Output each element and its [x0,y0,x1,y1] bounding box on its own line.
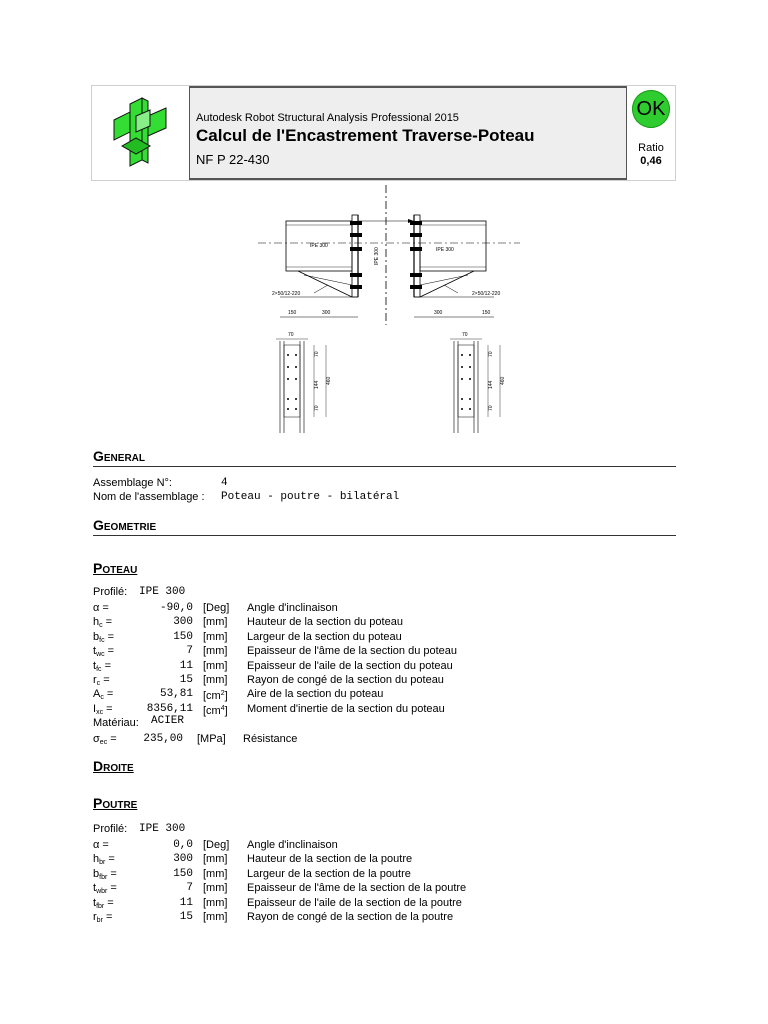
poteau-symbol: $r_c$ = [93,674,110,687]
poutre-unit: [mm] [203,882,228,895]
poutre-description: Rayon de congé de la section de la poutre [247,911,454,923]
resistance-value: 235,00 [143,733,183,745]
plate-height-right: 460 [500,376,506,385]
poteau-description: Epaisseur de l'aile de la section du poteau [247,659,453,672]
connection-drawing [258,185,520,435]
assembly-number-label: Assemblage N°: [93,477,172,489]
poteau-description: Moment d'inertie de la section du poteau [247,702,445,715]
poutre-unit: [mm] [203,853,228,866]
poteau-symbol: $I_{xc}$ = [93,702,113,716]
report-header [91,85,676,181]
poutre-value: 150 [173,867,193,880]
poteau-description: Angle d'inclinaison [247,602,338,614]
app-name: Autodesk Robot Structural Analysis Professional 2015 [196,112,459,124]
poteau-value: 150 [173,630,193,643]
poteau-unit: $[cm^2]$ [203,690,228,703]
poutre-value: 11 [179,896,193,909]
ok-status-badge: OK [632,90,670,128]
poteau-value: 11 [179,659,193,672]
poutre-symbol: $t_{wbr}$ = [93,882,117,896]
bolt-spacing-right-1: 70 [488,351,494,357]
poutre-symbol: $b_{fbr}$ = [93,867,117,881]
poutre-symbol: $h_{br}$ = [93,853,115,867]
poteau-profile-label: Profilé: [93,586,128,598]
poteau-unit: [mm] [203,630,228,643]
geometrie-rule [93,535,676,536]
bolt-spacing-left-3: 70 [314,405,320,411]
poteau-description: Rayon de congé de la section du poteau [247,674,444,686]
poutre-unit: [Deg] [203,839,230,851]
poteau-value: 53,81 [159,688,193,701]
poutre-symbol: α = [93,839,109,851]
general-heading: General [93,448,146,464]
poutre-unit: [mm] [203,911,228,923]
poteau-unit: [mm] [203,616,228,629]
report-title: Calcul de l'Encastrement Traverse-Poteau [196,126,535,145]
beam-left-label: IPE 300 [310,243,328,249]
poteau-unit: [mm] [203,659,228,672]
poteau-description: Largeur de la section du poteau [247,630,402,643]
dim-left-2: 300 [322,310,331,316]
resistance-unit: [MPa] [197,733,226,745]
plate-elevation-left [276,332,332,433]
poteau-material-value: ACIER [151,715,185,727]
assembly-number-value: 4 [221,477,228,489]
poutre-unit: [mm] [203,896,228,909]
poteau-profile-value: IPE 300 [139,586,186,598]
poteau-material-label: Matériau: [93,717,139,729]
poutre-heading: Poutre [93,795,138,811]
beam-right-label: IPE 300 [436,247,454,253]
poteau-value: -90,0 [159,602,193,614]
geometrie-heading: Geometrie [93,517,157,533]
poutre-description: Hauteur de la section de la poutre [247,853,413,866]
poteau-symbol: $t_{fc}$ = [93,659,111,673]
ratio-label: Ratio [638,142,664,154]
poutre-profile-label: Profilé: [93,823,128,835]
dim-left-1: 150 [288,310,297,316]
poutre-value: 15 [179,911,193,923]
poteau-unit: [mm] [203,645,228,658]
poteau-description: Epaisseur de l'âme de la section du poteau [247,645,458,658]
poteau-value: 15 [179,674,193,686]
poutre-value: 0,0 [173,839,193,851]
ratio-value: 0,46 [640,155,662,167]
poutre-description: Largeur de la section de la poutre [247,867,411,880]
poutre-symbol: $t_{fbr}$ = [93,896,114,910]
column-label: IPE 300 [374,247,380,265]
poutre-description: Epaisseur de l'aile de la section de la poutre [247,896,462,909]
title-box [189,86,627,180]
poutre-description: Angle d'inclinaison [247,839,338,851]
plate-width-left: 70 [288,332,294,338]
droite-heading: Droite [93,758,134,774]
connection-logo [92,86,189,180]
poteau-symbol: $t_{wc}$ = [93,645,115,659]
poutre-symbol: $r_{br}$ = [93,911,113,924]
poteau-value: 8356,11 [146,702,193,715]
poteau-unit: $[cm^4]$ [203,704,228,717]
plate-elevation-right [450,332,506,433]
poteau-unit: [Deg] [203,602,230,614]
poteau-symbol: $A_c$ = [93,688,114,702]
assembly-name-value: Poteau - poutre - bilatéral [221,491,400,503]
poteau-description: Hauteur de la section du poteau [247,616,403,629]
poteau-unit: [mm] [203,674,228,686]
resistance-symbol: $\sigma_{ec}$ = [93,733,117,746]
plate-height-left: 460 [326,376,332,385]
general-rule [93,466,676,467]
resistance-desc: Résistance [243,733,298,745]
poteau-value: 7 [186,645,193,658]
bolt-spacing-right-2: 144 [488,380,494,389]
bolt-spacing-left-2: 144 [314,380,320,389]
design-norm: NF P 22-430 [196,152,270,167]
poteau-symbol: α = [93,602,109,614]
bolt-spacing-right-3: 70 [488,405,494,411]
poteau-heading: Poteau [93,560,138,576]
poutre-unit: [mm] [203,867,228,880]
weld-left-label: 2×50/12-220 [272,291,301,297]
poteau-symbol: $h_c$ = [93,616,113,630]
bolt-spacing-left-1: 70 [314,351,320,357]
dim-right-2: 150 [482,310,491,316]
poteau-value: 300 [173,616,193,629]
poutre-description: Epaisseur de l'âme de la section de la poutre [247,882,467,895]
poutre-value: 7 [186,882,193,895]
plate-width-right: 70 [462,332,468,338]
assembly-name-label: Nom de l'assemblage : [93,491,205,503]
poteau-symbol: $b_{fc}$ = [93,630,115,644]
poteau-description: Aire de la section du poteau [247,688,384,701]
poutre-profile-value: IPE 300 [139,823,186,835]
dim-right-1: 300 [434,310,443,316]
poutre-value: 300 [173,853,193,866]
weld-right-label: 2×50/12-220 [472,291,501,297]
